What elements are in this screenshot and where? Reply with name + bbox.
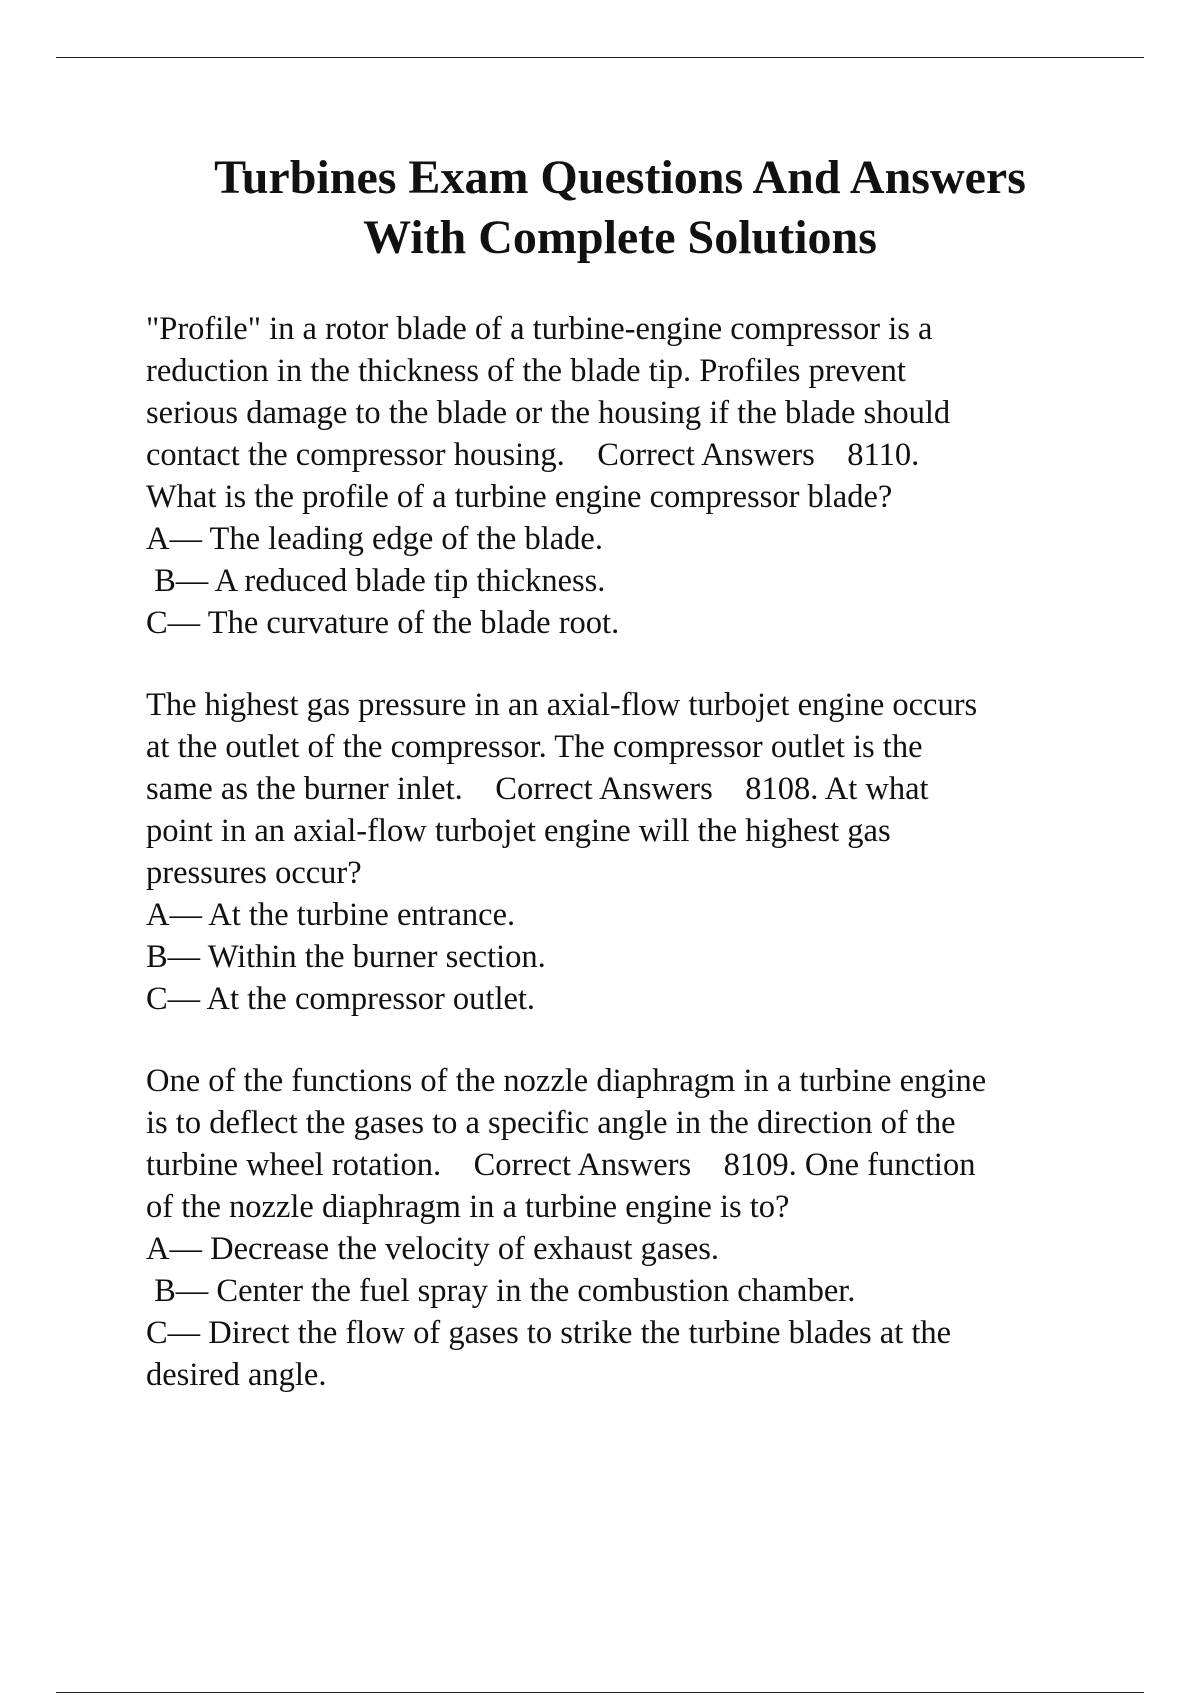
question-block xyxy=(146,684,1146,1020)
question-text-line: at the outlet of the compressor. The compressor outlet is the xyxy=(146,729,923,765)
question-text-line: turbine wheel rotation. Correct Answers 8109. One function xyxy=(146,1147,976,1183)
top-rule xyxy=(56,57,1144,58)
title-line: Turbines Exam Questions And Answers xyxy=(214,151,1026,204)
question-text-line: The highest gas pressure in an axial-flow turbojet engine occurs xyxy=(146,687,978,723)
question-text-line: pressures occur? xyxy=(146,855,362,891)
question-block xyxy=(146,1060,1146,1396)
question-text-line: What is the profile of a turbine engine compressor blade? xyxy=(146,479,893,515)
page-title xyxy=(100,148,1140,268)
question-text-line: same as the burner inlet. Correct Answers 8108. At what xyxy=(146,771,929,807)
answer-option: B— Within the burner section. xyxy=(146,939,546,975)
question-text-line: reduction in the thickness of the blade tip. Profiles prevent xyxy=(146,353,906,389)
question-text-line: contact the compressor housing. Correct Answers 8110. xyxy=(146,437,920,473)
question-text-line: of the nozzle diaphragm in a turbine engine is to? xyxy=(146,1189,790,1225)
answer-option: A— At the turbine entrance. xyxy=(146,897,516,933)
question-text-line: One of the functions of the nozzle diaphragm in a turbine engine xyxy=(146,1063,987,1099)
answer-option: B— Center the fuel spray in the combustion chamber. xyxy=(146,1273,856,1309)
answer-option: A— The leading edge of the blade. xyxy=(146,521,603,557)
answer-option: C— At the compressor outlet. xyxy=(146,981,536,1017)
document-body xyxy=(146,308,1146,1436)
answer-option: C— Direct the flow of gases to strike the turbine blades at the xyxy=(146,1315,952,1351)
question-text-line: is to deflect the gases to a specific angle in the direction of the xyxy=(146,1105,956,1141)
bottom-rule xyxy=(56,1692,1144,1693)
title-line: With Complete Solutions xyxy=(363,211,877,264)
answer-option: A— Decrease the velocity of exhaust gases. xyxy=(146,1231,720,1267)
question-block xyxy=(146,308,1146,644)
answer-option: desired angle. xyxy=(146,1357,327,1393)
answer-option: C— The curvature of the blade root. xyxy=(146,605,620,641)
question-text-line: serious damage to the blade or the housing if the blade should xyxy=(146,395,951,431)
answer-option: B— A reduced blade tip thickness. xyxy=(146,563,606,599)
question-text-line: "Profile" in a rotor blade of a turbine-engine compressor is a xyxy=(146,311,933,347)
question-text-line: point in an axial-flow turbojet engine will the highest gas xyxy=(146,813,891,849)
